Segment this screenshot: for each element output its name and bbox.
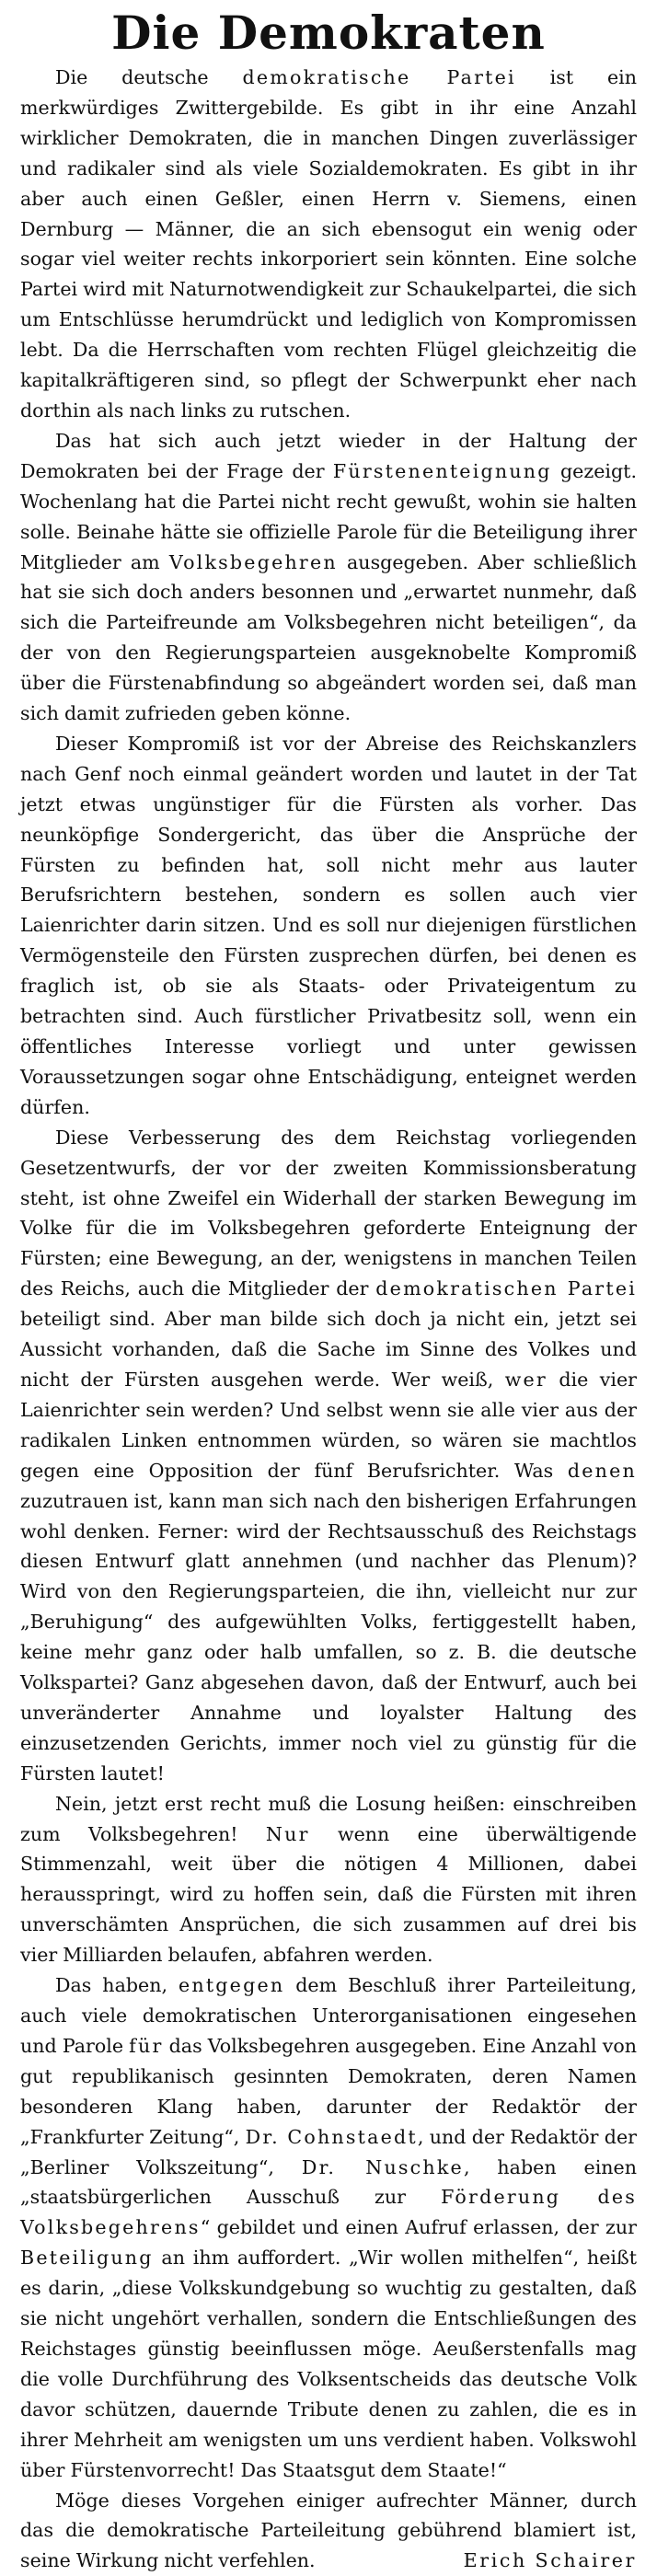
article-paragraph: Die deutsche demokratische Partei ist ein merkwürdiges Zwittergebilde. Es gibt in ihr eine Anzahl wirklicher Demokraten, die in manchen Dingen zuverlässiger und radikaler sind als viele Sozialdemokraten. Es gibt in ihr aber auch einen Geßler, einen Herrn v. Siemens, einen Dernburg — Männer, die an sich ebensogut ein wenig oder sogar viel weiter rechts inkorporiert sein könnten. Eine solche Partei wird mit Naturnotwendigkeit zur Schaukelpartei, die sich um Entschlüsse herumdrückt und lediglich von Kompromissen lebt. Da die Herrschaften vom rechten Flügel gleichzeitig die kapitalkräftigeren sind, so pflegt der Schwerpunkt eher nach dorthin als nach links zu rutschen.: [20, 63, 637, 426]
spaced-emphasis: für: [129, 2035, 163, 2057]
spaced-emphasis: Dr. Nuschke: [302, 2156, 464, 2178]
article-paragraph: Das haben, entgegen dem Beschluß ihrer Parteileitung, auch viele demokratischen Unterorganisationen eingesehen und Parole für das Volksbegehren ausgegeben. Eine Anzahl von gut republikanisch gesinnten Demokraten, deren Namen besonderen Klang haben, darunter der Redaktör der „Frankfurter Zeitung“, Dr. Cohnstaedt, und der Redaktör der „Berliner Volkszeitung“, Dr. Nuschke, haben einen „staatsbürgerlichen Ausschuß zur Förderung des Volksbegehrens“ gebildet und einen Aufruf erlassen, der zur Beteiligung an ihm auffordert. „Wir wollen mithelfen“, heißt es darin, „diese Volkskundgebung so wuchtig zu gestalten, daß sie nicht ungehört verhallen, sondern die Entschließungen des Reichstages günstig beeinflussen möge. Aeußerstenfalls mag die volle Durchführung des Volksentscheids das deutsche Volk davor schützen, dauernde Tribute denen zu zahlen, die es in ihrer Mehrheit am wenigsten um uns verdient haben. Volkswohl über Fürstenvorrecht! Das Staatsgut dem Staate!“: [20, 1970, 637, 2485]
spaced-emphasis: entgegen: [179, 1974, 284, 1996]
spaced-emphasis: Dr. Cohnstaedt: [246, 2126, 418, 2148]
article-body: [20, 63, 637, 2576]
spaced-emphasis: demokratischen Partei: [375, 1277, 637, 1300]
spaced-emphasis: wer: [505, 1369, 548, 1391]
article-paragraph: Möge dieses Vorgehen einiger aufrechter Männer, durch das die demokratische Parteileitung gebührend blamiert ist, seine Wirkung nicht verfehlen. Erich Schairer: [20, 2486, 637, 2576]
spaced-emphasis: demokratische Partei: [243, 66, 516, 88]
article-paragraph: Dieser Kompromiß ist vor der Abreise des Reichskanzlers nach Genf noch einmal geändert worden und lautet in der Tat jetzt etwas ungünstiger für die Fürsten als vorher. Das neunköpfige Sondergericht, das über die Ansprüche der Fürsten zu befinden hat, soll nicht mehr aus lauter Berufsrichtern bestehen, sondern es sollen auch vier Laienrichter darin sitzen. Und es soll nur diejenigen fürstlichen Vermögensteile den Fürsten zusprechen dürfen, bei denen es fraglich ist, ob sie als Staats- oder Privateigentum zu betrachten sind. Auch fürstlicher Privatbesitz soll, wenn ein öffentliches Interesse vorliegt und unter gewissen Voraussetzungen sogar ohne Entschädigung, enteignet werden dürfen.: [20, 729, 637, 1123]
spaced-emphasis: Beteiligung: [20, 2247, 154, 2269]
spaced-emphasis: denen: [568, 1460, 637, 1482]
spaced-emphasis: Förderung des Volksbegehrens: [20, 2186, 637, 2238]
article-paragraph: Diese Verbesserung des dem Reichstag vorliegenden Gesetzentwurfs, der vor der zweiten Kommissionsberatung steht, ist ohne Zweifel ein Widerhall der starken Bewegung im Volke für die im Volksbegehren geforderte Enteignung der Fürsten; eine Bewegung, an der, wenigstens in manchen Teilen des Reichs, auch die Mitglieder der demokratischen Partei beteiligt sind. Aber man bilde sich doch ja nicht ein, jetzt sei Aussicht vorhanden, daß die Sache im Sinne des Volkes und nicht der Fürsten ausgehen werde. Wer weiß, wer die vier Laienrichter sein werden? Und selbst wenn sie alle vier aus der radikalen Linken entnommen würden, so wären sie machtlos gegen eine Opposition der fünf Berufsrichter. Was denen zuzutrauen ist, kann man sich nach den bisherigen Erfahrungen wohl denken. Ferner: wird der Rechtsausschuß des Reichstags diesen Entwurf glatt annehmen (und nachher das Plenum)? Wird von den Regierungsparteien, die ihn, vielleicht nur zur „Beruhigung“ des aufgewühlten Volks, fertiggestellt haben, keine mehr ganz oder halb umfallen, so z. B. die deutsche Volkspartei? Ganz abgesehen davon, daß der Entwurf, auch bei unveränderter Annahme und loyalster Haltung des einzusetzenden Gerichts, immer noch viel zu günstig für die Fürsten lautet!: [20, 1123, 637, 1789]
article-title: Die Demokraten: [20, 6, 637, 61]
spaced-emphasis: Volksbegehren: [169, 551, 338, 573]
author-byline: Erich Schairer: [429, 2546, 637, 2576]
spaced-emphasis: Fürstenenteignung: [333, 460, 552, 482]
spaced-emphasis: Nur: [266, 1823, 310, 1845]
article-paragraph: Das hat sich auch jetzt wieder in der Haltung der Demokraten bei der Frage der Fürstenenteignung gezeigt. Wochenlang hat die Partei nicht recht gewußt, wohin sie halten solle. Beinahe hätte sie offizielle Parole für die Beteiligung ihrer Mitglieder am Volksbegehren ausgegeben. Aber schließlich hat sie sich doch anders besonnen und „erwartet nunmehr, daß sich die Parteifreunde am Volksbegehren nicht beteiligen“, da der von den Regierungsparteien ausgeknobelte Kompromiß über die Fürstenabfindung so abgeändert worden sei, daß man sich damit zufrieden geben könne.: [20, 426, 637, 729]
article-paragraph: Nein, jetzt erst recht muß die Losung heißen: einschreiben zum Volksbegehren! Nur wenn eine überwältigende Stimmenzahl, weit über die nötigen 4 Millionen, dabei herausspringt, wird zu hoffen sein, daß die Fürsten mit ihren unverschämten Ansprüchen, die sich zusammen auf drei bis vier Milliarden belaufen, abfahren werden.: [20, 1789, 637, 1970]
